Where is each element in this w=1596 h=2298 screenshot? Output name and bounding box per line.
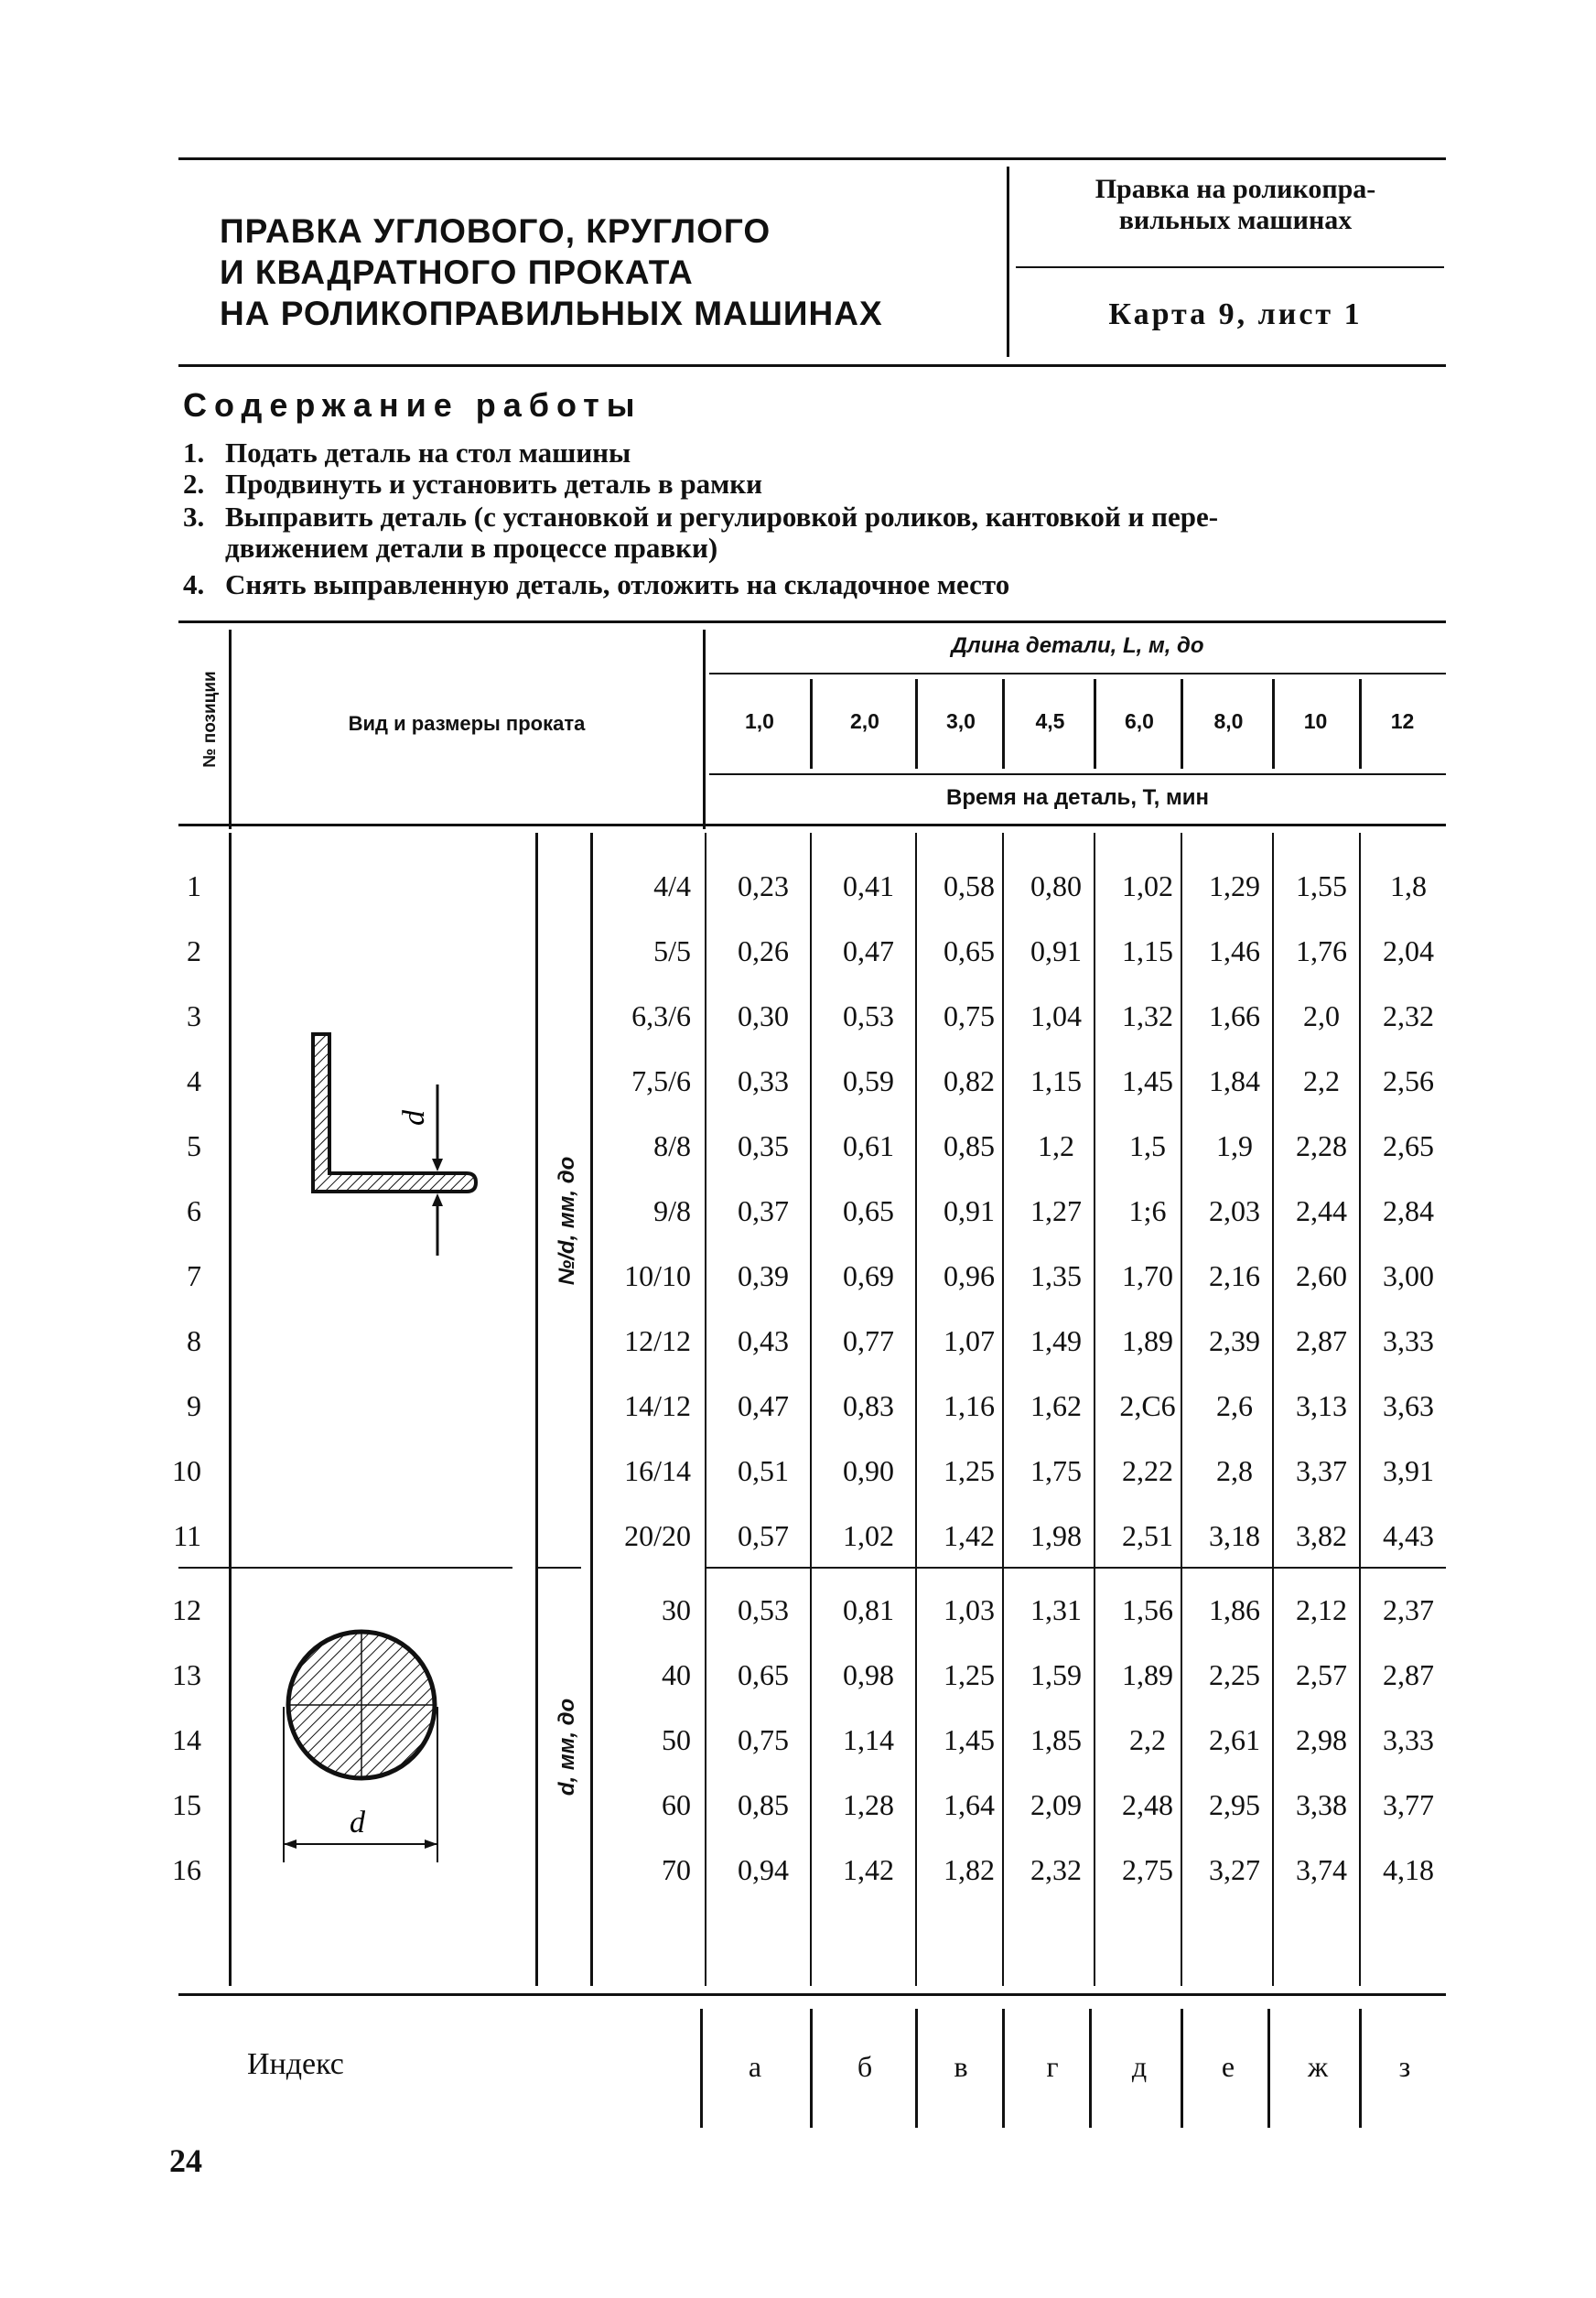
time-value: 3,91 bbox=[1383, 1454, 1434, 1487]
index-letter: б bbox=[857, 2050, 873, 2083]
profile-size: 7,5/6 bbox=[631, 1064, 691, 1097]
step-3-continued bbox=[183, 533, 717, 564]
time-value: 1,98 bbox=[1030, 1519, 1082, 1552]
time-value: 0,90 bbox=[843, 1454, 894, 1487]
time-value: 0,91 bbox=[944, 1194, 995, 1227]
time-value: 1,64 bbox=[944, 1788, 995, 1821]
position-number: 10 bbox=[172, 1454, 201, 1487]
table-top-rule bbox=[178, 620, 1446, 623]
profile-size: 12/12 bbox=[624, 1324, 691, 1357]
time-value: 0,96 bbox=[944, 1259, 995, 1292]
time-value: 0,77 bbox=[843, 1324, 894, 1357]
index-column-rule bbox=[1181, 2009, 1183, 2128]
length-value: 4,5 bbox=[1035, 709, 1065, 733]
time-value: 0,47 bbox=[843, 934, 894, 967]
column-rule bbox=[810, 833, 812, 1986]
header-bottom-rule-table bbox=[178, 824, 1446, 826]
profile-size: 10/10 bbox=[624, 1259, 691, 1292]
time-value: 0,41 bbox=[843, 869, 894, 902]
time-value: 1,49 bbox=[1030, 1324, 1082, 1357]
time-value: 0,65 bbox=[738, 1658, 789, 1691]
time-value: 4,18 bbox=[1383, 1853, 1434, 1886]
time-value: 0,69 bbox=[843, 1259, 894, 1292]
dim-arrow-left bbox=[284, 1839, 297, 1849]
time-value: 0,35 bbox=[738, 1129, 789, 1162]
step-3 bbox=[183, 502, 1218, 533]
time-value: 1,25 bbox=[944, 1454, 995, 1487]
time-value: 2,56 bbox=[1383, 1064, 1434, 1097]
title-line-2: И КВАДРАТНОГО ПРОКАТА bbox=[220, 254, 694, 291]
time-value: 3,00 bbox=[1383, 1259, 1434, 1292]
header-column-rule bbox=[1181, 679, 1183, 769]
step-number: 1. bbox=[183, 437, 205, 469]
step-number: 2. bbox=[183, 468, 205, 500]
time-value: 2,60 bbox=[1296, 1259, 1347, 1292]
time-value: 2,0 bbox=[1303, 999, 1340, 1032]
time-value: 3,13 bbox=[1296, 1389, 1347, 1422]
time-value: 2,32 bbox=[1030, 1853, 1082, 1886]
time-header-rule bbox=[709, 773, 1446, 775]
time-value: 1,32 bbox=[1122, 999, 1173, 1032]
time-value: 2,16 bbox=[1209, 1259, 1260, 1292]
round-param-label: d, мм, до bbox=[555, 1698, 579, 1796]
header-right-rule bbox=[1016, 266, 1444, 268]
time-value: 2,84 bbox=[1383, 1194, 1434, 1227]
time-value: 2,44 bbox=[1296, 1194, 1347, 1227]
time-value: 3,77 bbox=[1383, 1788, 1434, 1821]
step-text: Продвинуть и установить деталь в рамки bbox=[225, 468, 762, 500]
angle-profile-figure bbox=[293, 1016, 494, 1281]
time-value: 1,8 bbox=[1390, 869, 1427, 902]
time-value: 0,57 bbox=[738, 1519, 789, 1552]
time-value: 0,91 bbox=[1030, 934, 1082, 967]
header-column-rule bbox=[810, 679, 813, 769]
time-value: 0,23 bbox=[738, 869, 789, 902]
header-vline-position bbox=[229, 630, 232, 829]
time-value: 1,25 bbox=[944, 1658, 995, 1691]
time-value: 2,98 bbox=[1296, 1723, 1347, 1756]
header-column-rule bbox=[1272, 679, 1275, 769]
time-value: 0,33 bbox=[738, 1064, 789, 1097]
time-value: 1,02 bbox=[843, 1519, 894, 1552]
position-number: 14 bbox=[172, 1723, 201, 1756]
time-value: 1,35 bbox=[1030, 1259, 1082, 1292]
column-rule bbox=[915, 833, 917, 1986]
position-number: 16 bbox=[172, 1853, 201, 1886]
time-value: 1,66 bbox=[1209, 999, 1260, 1032]
time-value: 0,85 bbox=[738, 1788, 789, 1821]
group-separator-values bbox=[705, 1567, 1446, 1569]
time-value: 0,80 bbox=[1030, 869, 1082, 902]
time-value: 1,89 bbox=[1122, 1324, 1173, 1357]
column-rule bbox=[705, 833, 706, 1986]
profile-size: 20/20 bbox=[624, 1519, 691, 1552]
profile-size: 4/4 bbox=[653, 869, 691, 902]
time-value: 0,82 bbox=[944, 1064, 995, 1097]
step-text: Снять выправленную деталь, отложить на складочное место bbox=[225, 568, 1010, 600]
profile-size: 60 bbox=[662, 1788, 691, 1821]
time-value: 0,59 bbox=[843, 1064, 894, 1097]
header-vline-type bbox=[703, 630, 706, 829]
time-value: 2,32 bbox=[1383, 999, 1434, 1032]
round-dim-label: d bbox=[350, 1806, 365, 1839]
length-value: 2,0 bbox=[850, 709, 879, 733]
time-value: 1,84 bbox=[1209, 1064, 1260, 1097]
position-number: 8 bbox=[187, 1324, 201, 1357]
time-value: 1,42 bbox=[944, 1519, 995, 1552]
time-value: 0,75 bbox=[944, 999, 995, 1032]
time-value: 3,74 bbox=[1296, 1853, 1347, 1886]
time-value: 2,12 bbox=[1296, 1593, 1347, 1626]
time-value: 2,87 bbox=[1296, 1324, 1347, 1357]
time-value: 0,83 bbox=[843, 1389, 894, 1422]
time-value: 1,02 bbox=[1122, 869, 1173, 902]
step-number: 3. bbox=[183, 501, 205, 533]
index-column-rule bbox=[810, 2009, 813, 2128]
time-value: 1,59 bbox=[1030, 1658, 1082, 1691]
group-separator-param bbox=[535, 1567, 581, 1569]
time-value: 3,33 bbox=[1383, 1324, 1434, 1357]
index-column-rule bbox=[1089, 2009, 1092, 2128]
time-value: 1,62 bbox=[1030, 1389, 1082, 1422]
index-label: Индекс bbox=[247, 2047, 344, 2081]
type-column-header: Вид и размеры проката bbox=[348, 712, 586, 735]
dim-arrow-top bbox=[432, 1159, 443, 1171]
time-value: 2,2 bbox=[1303, 1064, 1340, 1097]
position-number: 9 bbox=[187, 1389, 201, 1422]
time-value: 2,75 bbox=[1122, 1853, 1173, 1886]
section-title bbox=[1020, 174, 1450, 236]
time-value: 3,38 bbox=[1296, 1788, 1347, 1821]
time-value: 0,30 bbox=[738, 999, 789, 1032]
time-value: 0,65 bbox=[843, 1194, 894, 1227]
time-value: 2,39 bbox=[1209, 1324, 1260, 1357]
time-value: 1,89 bbox=[1122, 1658, 1173, 1691]
position-number: 4 bbox=[187, 1064, 201, 1097]
group-separator-left bbox=[178, 1567, 512, 1569]
time-value: 0,94 bbox=[738, 1853, 789, 1886]
index-letter: ж bbox=[1307, 2050, 1329, 2083]
index-column-rule bbox=[700, 2009, 703, 2128]
time-value: 2,6 bbox=[1216, 1389, 1253, 1422]
time-value: 0,75 bbox=[738, 1723, 789, 1756]
time-value: 3,33 bbox=[1383, 1723, 1434, 1756]
time-value: 1,29 bbox=[1209, 869, 1260, 902]
time-value: 0,81 bbox=[843, 1593, 894, 1626]
profile-size: 50 bbox=[662, 1723, 691, 1756]
time-value: 1,31 bbox=[1030, 1593, 1082, 1626]
time-value: 1,27 bbox=[1030, 1194, 1082, 1227]
time-value: 0,61 bbox=[843, 1129, 894, 1162]
time-value: 1,45 bbox=[944, 1723, 995, 1756]
column-rule bbox=[229, 833, 232, 1986]
time-value: 1,75 bbox=[1030, 1454, 1082, 1487]
time-value: 1,82 bbox=[944, 1853, 995, 1886]
time-value: 0,85 bbox=[944, 1129, 995, 1162]
time-value: 2,57 bbox=[1296, 1658, 1347, 1691]
index-letter: г bbox=[1046, 2050, 1059, 2083]
table-bottom-rule bbox=[178, 1993, 1446, 1996]
position-number: 6 bbox=[187, 1194, 201, 1227]
length-value: 6,0 bbox=[1125, 709, 1154, 733]
index-column-rule bbox=[1267, 2009, 1270, 2128]
header-column-rule bbox=[915, 679, 918, 769]
header-top-rule bbox=[178, 157, 1446, 160]
time-value: 2,48 bbox=[1122, 1788, 1173, 1821]
length-value: 10 bbox=[1303, 709, 1328, 733]
profile-size: 5/5 bbox=[653, 934, 691, 967]
time-value: 1;6 bbox=[1128, 1194, 1167, 1227]
time-value: 1,86 bbox=[1209, 1593, 1260, 1626]
time-value: 1,70 bbox=[1122, 1259, 1173, 1292]
dim-arrow-right bbox=[425, 1839, 437, 1849]
time-value: 4,43 bbox=[1383, 1519, 1434, 1552]
index-column-rule bbox=[1002, 2009, 1005, 2128]
header-bottom-rule bbox=[178, 364, 1446, 367]
step-text: Выправить деталь (с установкой и регулировкой роликов, кантовкой и пере- bbox=[225, 501, 1219, 533]
time-value: 2,37 bbox=[1383, 1593, 1434, 1626]
length-value: 12 bbox=[1390, 709, 1415, 733]
profile-size: 30 bbox=[662, 1593, 691, 1626]
profile-size: 14/12 bbox=[624, 1389, 691, 1422]
step-text: Подать деталь на стол машины bbox=[225, 437, 631, 469]
card-label: Карта 9, лист 1 bbox=[1108, 297, 1363, 331]
length-value: 8,0 bbox=[1213, 709, 1244, 733]
time-value: 2,09 bbox=[1030, 1788, 1082, 1821]
time-value: 1,14 bbox=[843, 1723, 894, 1756]
time-value: 1,9 bbox=[1216, 1129, 1253, 1162]
time-value: 2,С6 bbox=[1119, 1389, 1176, 1422]
position-number: 1 bbox=[187, 869, 201, 902]
length-value: 1,0 bbox=[745, 709, 774, 733]
time-value: 0,53 bbox=[843, 999, 894, 1032]
time-value: 2,22 bbox=[1122, 1454, 1173, 1487]
time-value: 1,85 bbox=[1030, 1723, 1082, 1756]
time-header: Время на деталь, T, мин bbox=[945, 785, 1209, 810]
time-value: 2,28 bbox=[1296, 1129, 1347, 1162]
time-value: 0,65 bbox=[944, 934, 995, 967]
time-value: 2,51 bbox=[1122, 1519, 1173, 1552]
angle-section bbox=[313, 1034, 476, 1192]
step-4 bbox=[183, 569, 1009, 600]
time-value: 0,37 bbox=[738, 1194, 789, 1227]
page-number: 24 bbox=[169, 2142, 202, 2179]
time-value: 1,76 bbox=[1296, 934, 1347, 967]
length-value: 3,0 bbox=[946, 709, 976, 733]
time-value: 2,04 bbox=[1383, 934, 1434, 967]
time-value: 2,61 bbox=[1209, 1723, 1260, 1756]
step-2 bbox=[183, 469, 762, 500]
profile-size: 6,3/6 bbox=[631, 999, 691, 1032]
time-value: 0,26 bbox=[738, 934, 789, 967]
page-title bbox=[220, 210, 883, 334]
index-letter: з bbox=[1398, 2050, 1411, 2083]
content-heading: Содержание работы bbox=[183, 386, 642, 424]
time-value: 2,65 bbox=[1383, 1129, 1434, 1162]
time-value: 2,25 bbox=[1209, 1658, 1260, 1691]
time-value: 1,16 bbox=[944, 1389, 995, 1422]
title-line-3: НА РОЛИКОПРАВИЛЬНЫХ МАШИНАХ bbox=[220, 295, 883, 332]
time-value: 1,55 bbox=[1296, 869, 1347, 902]
time-value: 2,03 bbox=[1209, 1194, 1260, 1227]
index-column-rule bbox=[1359, 2009, 1362, 2128]
length-header-rule bbox=[709, 673, 1446, 674]
step-text-continued: движением детали в процессе правки) bbox=[225, 532, 718, 564]
index-letter: в bbox=[954, 2050, 968, 2083]
time-value: 1,5 bbox=[1129, 1129, 1166, 1162]
time-value: 1,28 bbox=[843, 1788, 894, 1821]
header-divider bbox=[1007, 167, 1009, 357]
time-value: 1,56 bbox=[1122, 1593, 1173, 1626]
position-number: 5 bbox=[187, 1129, 201, 1162]
time-value: 3,82 bbox=[1296, 1519, 1347, 1552]
time-value: 1,15 bbox=[1122, 934, 1173, 967]
position-number: 12 bbox=[172, 1593, 201, 1626]
time-value: 1,04 bbox=[1030, 999, 1082, 1032]
time-value: 1,42 bbox=[843, 1853, 894, 1886]
time-value: 2,87 bbox=[1383, 1658, 1434, 1691]
time-value: 2,2 bbox=[1129, 1723, 1166, 1756]
profile-size: 70 bbox=[662, 1853, 691, 1886]
profile-size: 40 bbox=[662, 1658, 691, 1691]
position-number: 11 bbox=[173, 1519, 201, 1552]
position-number: 15 bbox=[172, 1788, 201, 1821]
angle-param-label: №/d, мм, до bbox=[555, 1156, 579, 1286]
time-value: 0,53 bbox=[738, 1593, 789, 1626]
profile-size: 9/8 bbox=[653, 1194, 691, 1227]
time-value: 1,15 bbox=[1030, 1064, 1082, 1097]
time-value: 2,8 bbox=[1216, 1454, 1253, 1487]
time-value: 1,07 bbox=[944, 1324, 995, 1357]
time-value: 2,95 bbox=[1209, 1788, 1260, 1821]
position-number: 13 bbox=[172, 1658, 201, 1691]
title-line-1: ПРАВКА УГЛОВОГО, КРУГЛОГО bbox=[220, 212, 771, 250]
time-value: 1,45 bbox=[1122, 1064, 1173, 1097]
position-number: 7 bbox=[187, 1259, 201, 1292]
time-value: 0,39 bbox=[738, 1259, 789, 1292]
time-value: 0,51 bbox=[738, 1454, 789, 1487]
length-header: Длина детали, L, м, до bbox=[951, 633, 1204, 658]
header-column-rule bbox=[1002, 679, 1005, 769]
position-number: 3 bbox=[187, 999, 201, 1032]
step-1 bbox=[183, 437, 631, 469]
section-title-line-1: Правка на роликопра- bbox=[1095, 174, 1376, 204]
profile-size: 8/8 bbox=[653, 1129, 691, 1162]
time-value: 0,98 bbox=[843, 1658, 894, 1691]
time-value: 0,43 bbox=[738, 1324, 789, 1357]
header-column-rule bbox=[1094, 679, 1096, 769]
time-value: 1,2 bbox=[1038, 1129, 1074, 1162]
position-number: 2 bbox=[187, 934, 201, 967]
index-letter: е bbox=[1221, 2050, 1235, 2083]
header-column-rule bbox=[1359, 679, 1362, 769]
step-number: 4. bbox=[183, 568, 205, 600]
section-title-line-2: вильных машинах bbox=[1118, 205, 1353, 235]
time-value: 3,27 bbox=[1209, 1853, 1260, 1886]
time-value: 0,47 bbox=[738, 1389, 789, 1422]
time-value: 1,46 bbox=[1209, 934, 1260, 967]
time-value: 3,18 bbox=[1209, 1519, 1260, 1552]
index-letter: д bbox=[1131, 2050, 1148, 2083]
dim-arrow-bottom bbox=[432, 1193, 443, 1206]
time-value: 1,03 bbox=[944, 1593, 995, 1626]
profile-size: 16/14 bbox=[624, 1454, 691, 1487]
position-column-header: № позиции bbox=[200, 671, 220, 768]
index-column-rule bbox=[915, 2009, 918, 2128]
column-rule bbox=[535, 833, 538, 1986]
round-profile-figure bbox=[265, 1620, 458, 1876]
time-value: 3,63 bbox=[1383, 1389, 1434, 1422]
angle-dim-label: d bbox=[397, 1110, 431, 1126]
index-letter: а bbox=[748, 2050, 762, 2083]
time-value: 3,37 bbox=[1296, 1454, 1347, 1487]
time-value: 0,58 bbox=[944, 869, 995, 902]
